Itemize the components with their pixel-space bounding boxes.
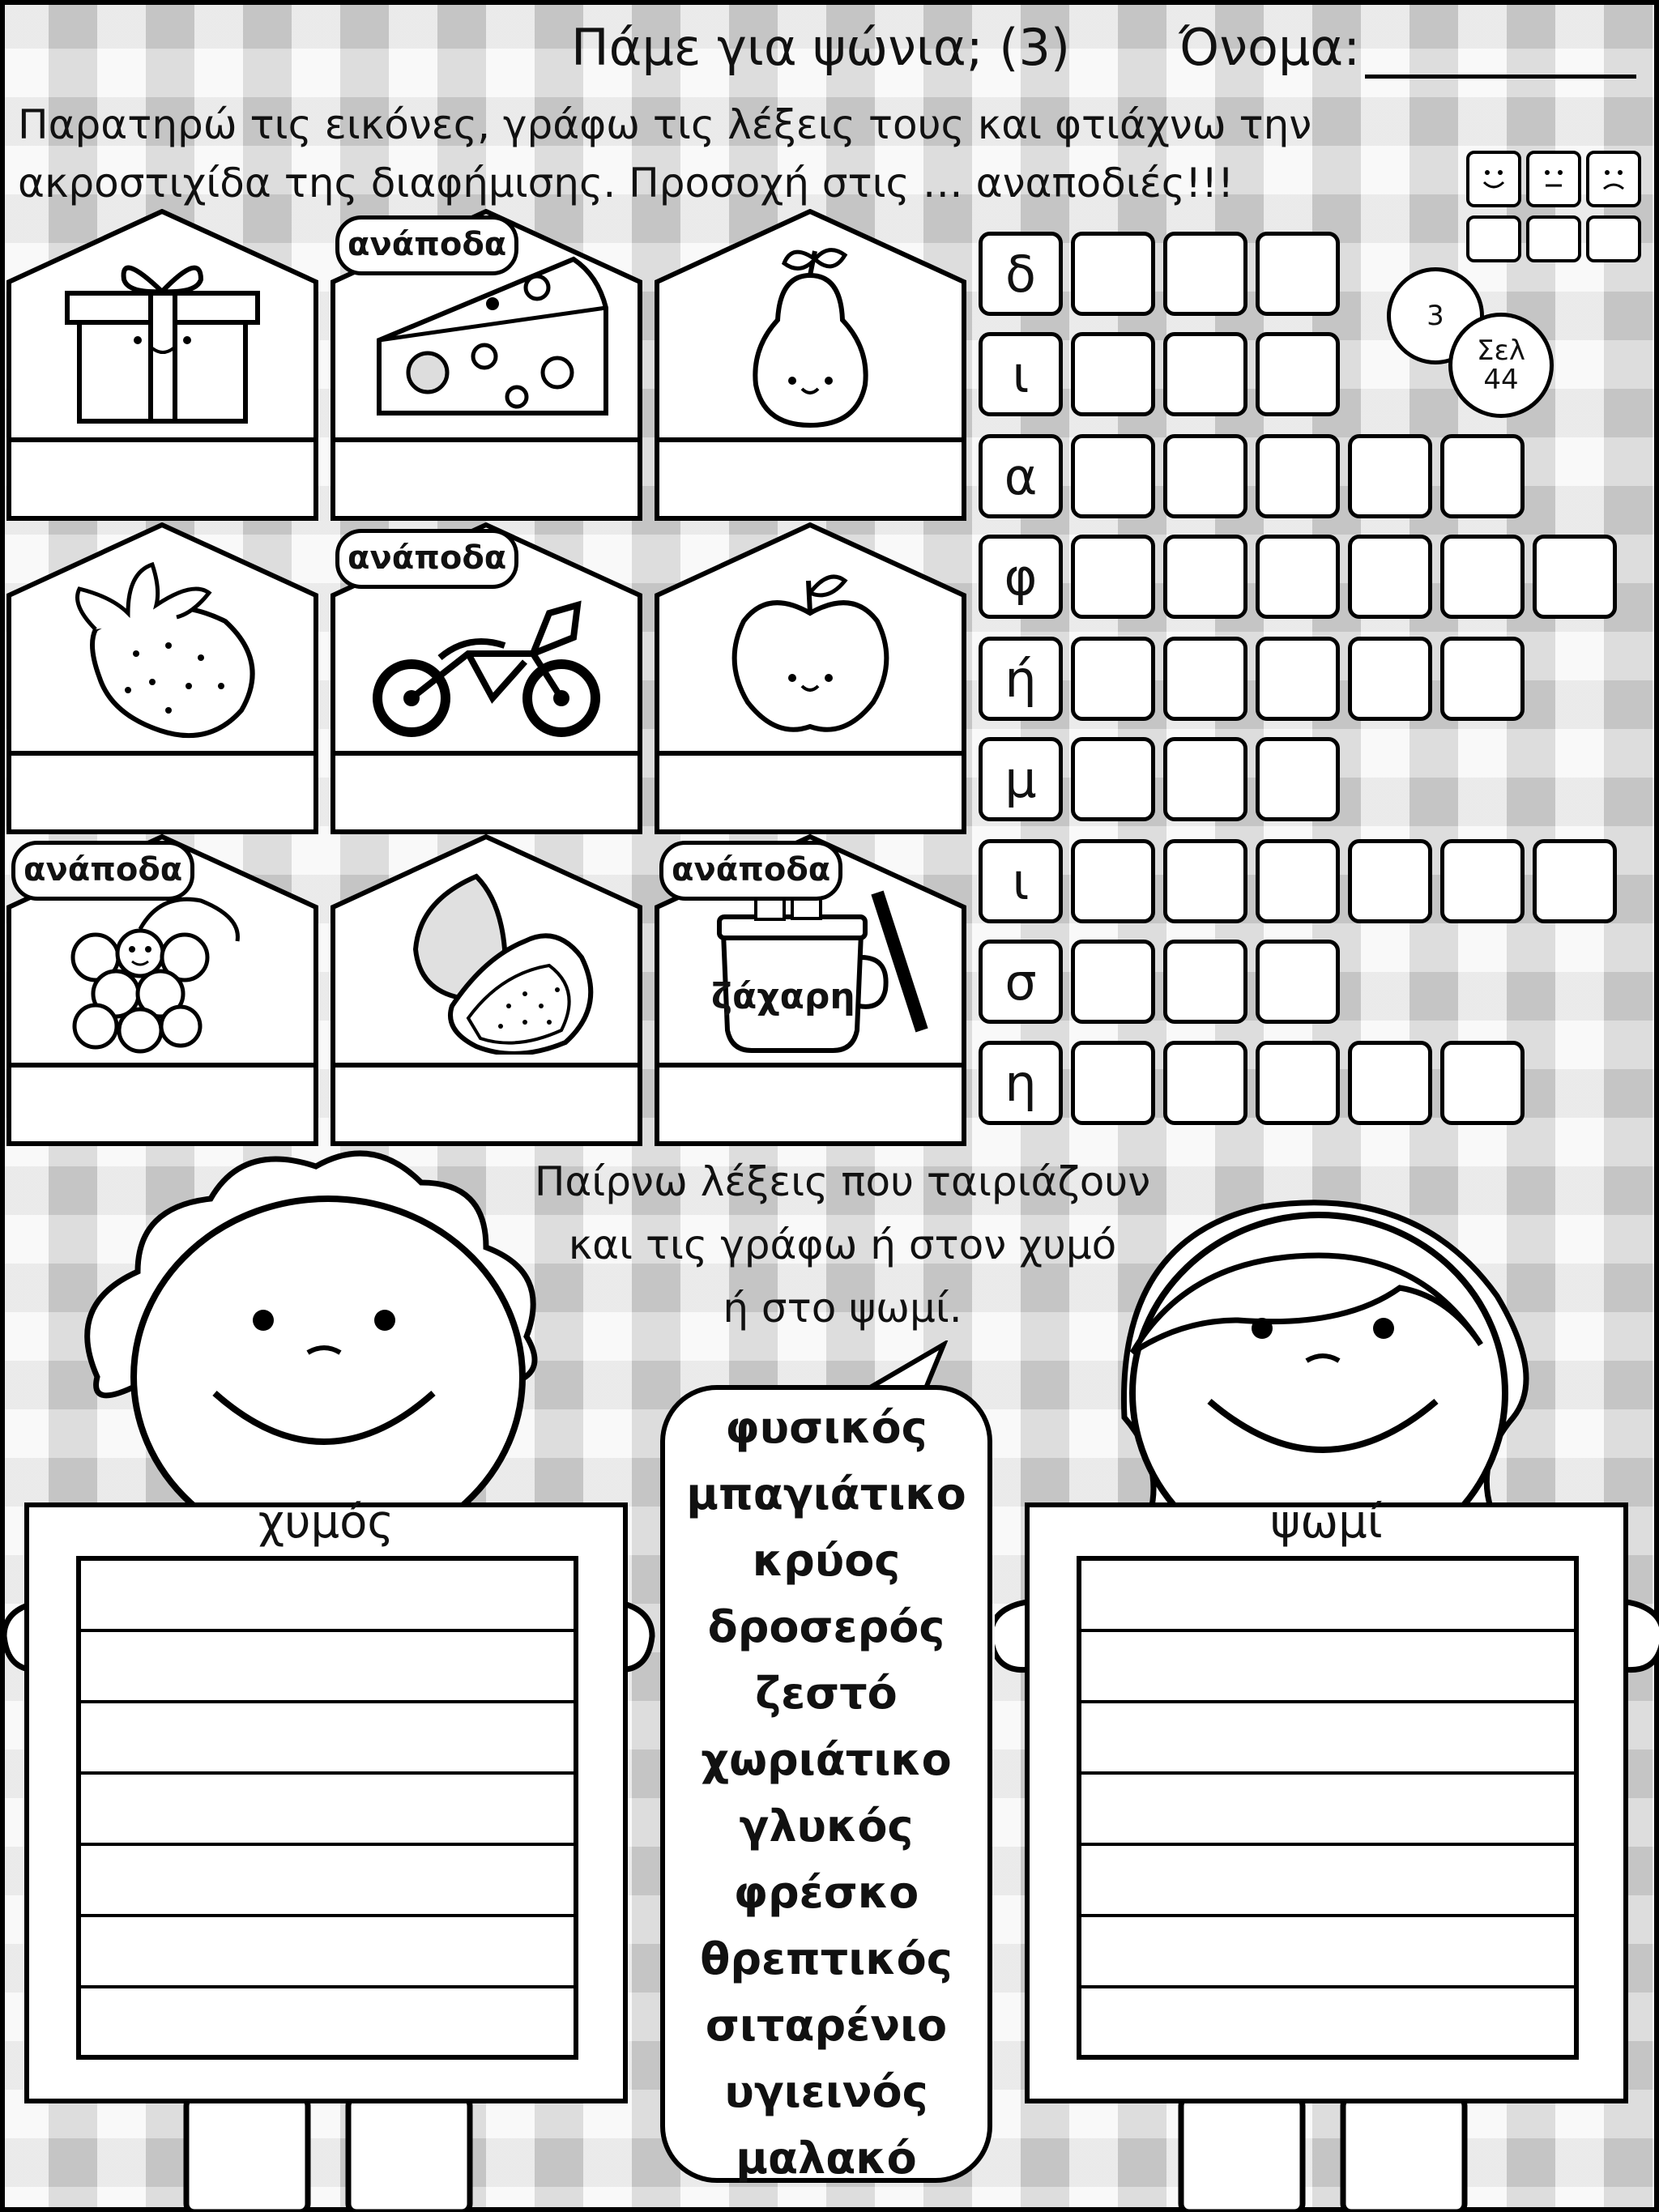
acrostic-letter: σ	[979, 940, 1063, 1024]
letter-box[interactable]	[1071, 839, 1155, 923]
letter-box[interactable]	[1071, 940, 1155, 1024]
sugar-label: ζάχαρη	[711, 976, 855, 1017]
page-title: Πάμε για ψώνια; (3)	[571, 18, 1071, 77]
prompt-line-1: Παίρνω λέξεις που ταιριάζουν	[534, 1158, 1151, 1205]
answer-slot[interactable]	[333, 753, 640, 832]
word-item: σιταρένιο	[705, 2000, 948, 2051]
acrostic-row-4	[979, 535, 1617, 619]
word-item: χωριάτικο	[701, 1734, 952, 1785]
strawberry-icon	[39, 556, 286, 743]
self-assessment	[1466, 151, 1638, 262]
word-item: ζεστό	[755, 1668, 898, 1719]
letter-box[interactable]	[1256, 232, 1340, 316]
letter-box[interactable]	[1348, 1041, 1432, 1125]
reverse-tag: ανάποδα	[11, 841, 194, 901]
checkbox-happy[interactable]	[1466, 215, 1521, 262]
checkbox-neutral[interactable]	[1526, 215, 1581, 262]
word-bank	[660, 1385, 992, 2183]
acrostic-letter: ή	[979, 637, 1063, 721]
word-item: μαλακό	[736, 2133, 917, 2184]
letter-box[interactable]	[1163, 1041, 1247, 1125]
acrostic-row-8	[979, 940, 1340, 1024]
picture-card-grapes	[6, 834, 318, 1146]
reverse-tag: ανάποδα	[335, 529, 518, 589]
pear-icon	[687, 243, 934, 429]
reverse-tag: ανάποδα	[659, 841, 842, 901]
bread-board-title: ψωμί	[1270, 1496, 1383, 1549]
letter-box[interactable]	[1071, 232, 1155, 316]
word-item: δροσερός	[707, 1601, 945, 1652]
answer-slot[interactable]	[657, 753, 964, 832]
picture-card-fig	[331, 834, 642, 1146]
fig-icon	[363, 868, 610, 1055]
apple-icon	[687, 556, 934, 743]
letter-box[interactable]	[1163, 332, 1247, 416]
answer-slot[interactable]	[9, 753, 316, 832]
name-field[interactable]	[1365, 75, 1636, 79]
acrostic-letter: μ	[979, 737, 1063, 821]
page-badge-number: 44	[1483, 364, 1519, 396]
bread-board	[1025, 1496, 1628, 2103]
word-item: γλυκός	[739, 1801, 914, 1852]
answer-slot[interactable]	[657, 1065, 964, 1144]
acrostic-letter: δ	[979, 232, 1063, 316]
letter-box[interactable]	[1256, 737, 1340, 821]
bread-writing-lines[interactable]	[1077, 1556, 1579, 2060]
letter-box[interactable]	[1071, 637, 1155, 721]
acrostic-letter: η	[979, 1041, 1063, 1125]
acrostic-letter: ι	[979, 839, 1063, 923]
letter-box[interactable]	[1163, 232, 1247, 316]
acrostic-row-3	[979, 434, 1525, 518]
name-label: Όνομα:	[1179, 18, 1361, 77]
reverse-tag: ανάποδα	[335, 215, 518, 275]
picture-card-pear	[655, 209, 966, 521]
picture-card-sugar	[655, 834, 966, 1146]
answer-slot[interactable]	[333, 440, 640, 518]
letter-box[interactable]	[1071, 434, 1155, 518]
page-badge	[1448, 313, 1554, 418]
letter-box[interactable]	[1071, 332, 1155, 416]
letter-box[interactable]	[1256, 940, 1340, 1024]
neutral-face-icon[interactable]	[1526, 151, 1581, 207]
letter-box[interactable]	[1163, 535, 1247, 619]
acrostic-row-2	[979, 332, 1340, 416]
picture-card-apple	[655, 522, 966, 834]
letter-box[interactable]	[1256, 1041, 1340, 1125]
letter-box[interactable]	[1440, 1041, 1525, 1125]
acrostic-row-5	[979, 637, 1525, 721]
letter-box[interactable]	[1256, 434, 1340, 518]
letter-box[interactable]	[1348, 839, 1432, 923]
juice-writing-lines[interactable]	[76, 1556, 578, 2060]
acrostic-row-7	[979, 839, 1617, 923]
letter-box[interactable]	[1348, 434, 1432, 518]
word-item: θρεπτικός	[700, 1933, 953, 1984]
letter-box[interactable]	[1163, 637, 1247, 721]
letter-box[interactable]	[1533, 535, 1617, 619]
letter-box[interactable]	[1071, 1041, 1155, 1125]
letter-box[interactable]	[1163, 434, 1247, 518]
juice-board	[24, 1496, 628, 2103]
word-item: φυσικός	[725, 1402, 928, 1453]
letter-box[interactable]	[1256, 839, 1340, 923]
juice-board-title: χυμός	[258, 1496, 394, 1549]
word-item: υγιεινός	[724, 2066, 928, 2117]
letter-box[interactable]	[1163, 737, 1247, 821]
prompt-line-2: και τις γράφω ή στον χυμό	[568, 1221, 1117, 1268]
page-badge-label: Σελ	[1477, 335, 1525, 367]
sad-face-icon[interactable]	[1586, 151, 1641, 207]
acrostic-letter: φ	[979, 535, 1063, 619]
acrostic-row-6	[979, 737, 1340, 821]
letter-box[interactable]	[1071, 535, 1155, 619]
letter-box[interactable]	[1440, 839, 1525, 923]
letter-box[interactable]	[1348, 535, 1432, 619]
instructions	[18, 96, 1460, 212]
letter-box[interactable]	[1256, 637, 1340, 721]
picture-card-motorcycle	[331, 522, 642, 834]
letter-box[interactable]	[1533, 839, 1617, 923]
letter-box[interactable]	[1348, 637, 1432, 721]
word-item: μπαγιάτικο	[686, 1468, 966, 1519]
letter-box[interactable]	[1071, 737, 1155, 821]
gift-icon	[39, 243, 286, 429]
word-item: κρύος	[752, 1535, 901, 1586]
instruction-line-1: Παρατηρώ τις εικόνες, γράφω τις λέξεις τους και φτιάχνω την	[18, 101, 1312, 148]
letter-box[interactable]	[1256, 332, 1340, 416]
acrostic-row-9	[979, 1041, 1525, 1125]
picture-card-strawberry	[6, 522, 318, 834]
checkbox-sad[interactable]	[1586, 215, 1641, 262]
prompt-line-3: ή στο ψωμί.	[723, 1285, 962, 1332]
happy-face-icon[interactable]	[1466, 151, 1521, 207]
answer-slot[interactable]	[9, 440, 316, 518]
letter-box[interactable]	[1440, 637, 1525, 721]
answer-slot[interactable]	[657, 440, 964, 518]
letter-box[interactable]	[1163, 940, 1247, 1024]
acrostic-letter: ι	[979, 332, 1063, 416]
letter-box[interactable]	[1256, 535, 1340, 619]
acrostic-row-1	[979, 232, 1340, 316]
letter-box[interactable]	[1440, 434, 1525, 518]
letter-box[interactable]	[1163, 839, 1247, 923]
picture-card-cheese	[331, 209, 642, 521]
word-item: φρέσκο	[733, 1867, 919, 1918]
number-badge: 3	[1387, 267, 1484, 364]
acrostic-letter: α	[979, 434, 1063, 518]
picture-card-gift	[6, 209, 318, 521]
letter-box[interactable]	[1440, 535, 1525, 619]
instruction-line-2: ακροστιχίδα της διαφήμισης. Προσοχή στις … αναποδιές!!!	[18, 160, 1235, 207]
